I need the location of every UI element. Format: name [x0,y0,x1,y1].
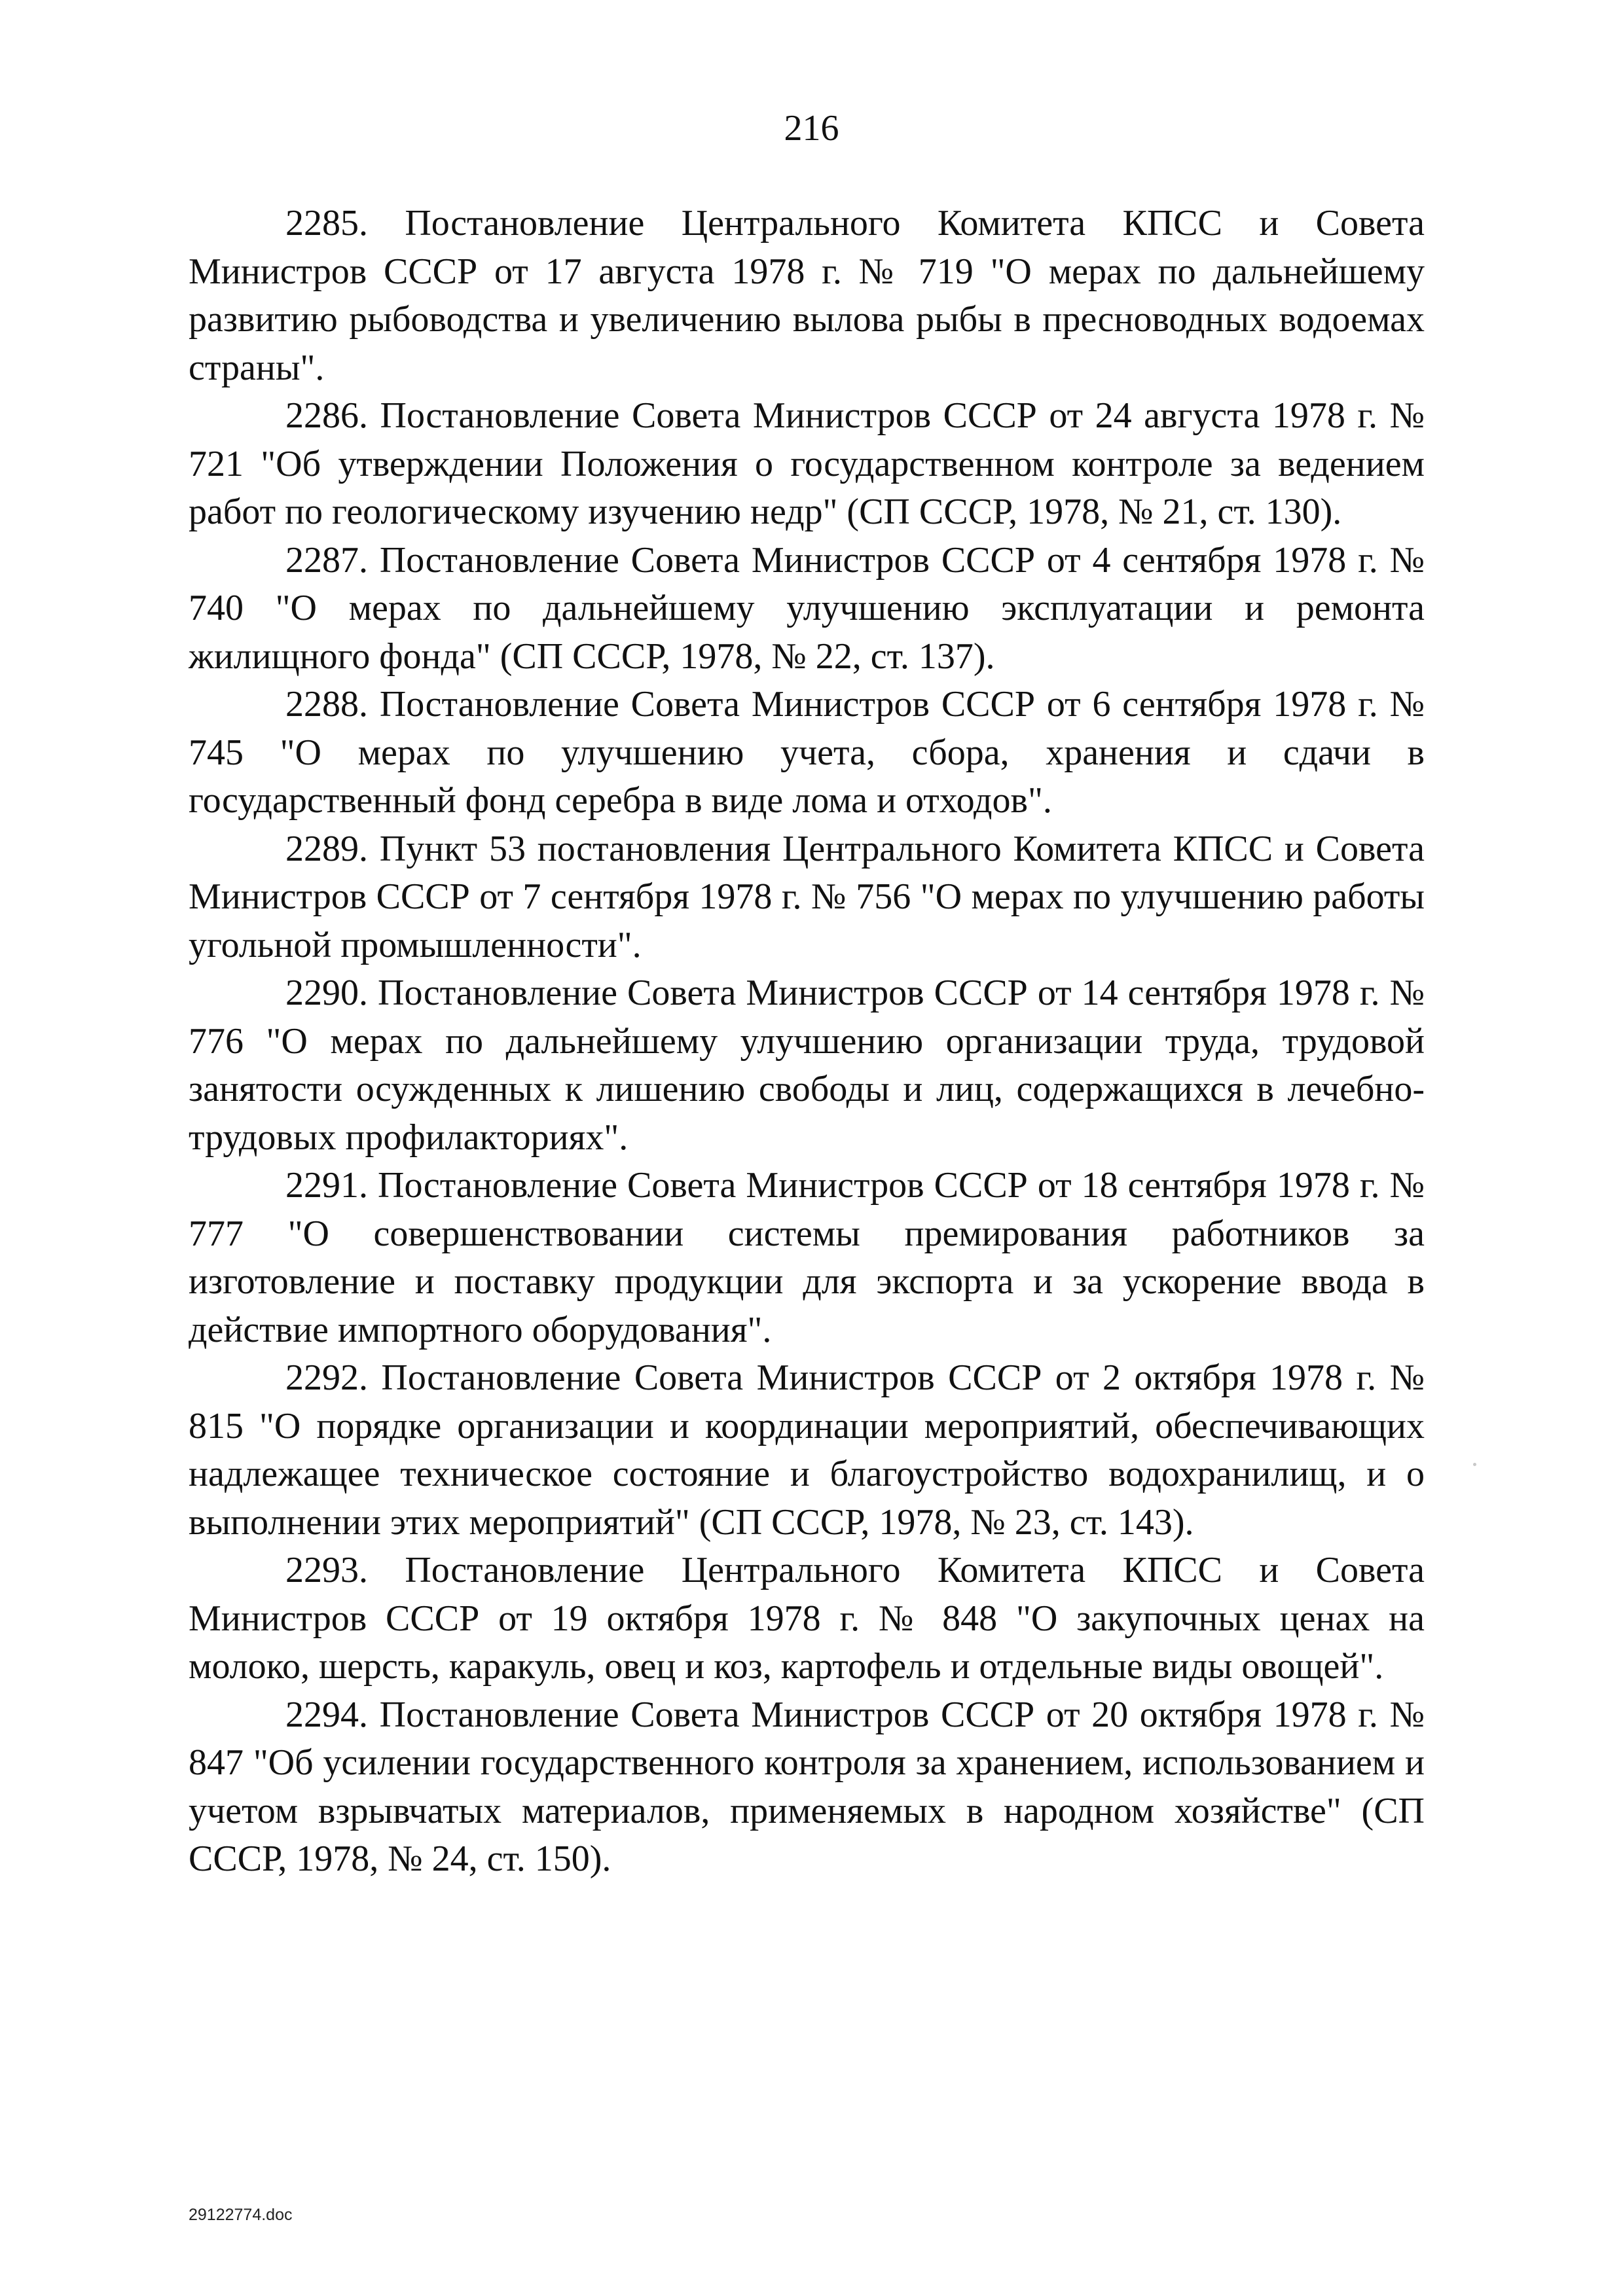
entry-2292: 2292. Постановление Совета Министров СССР от 2 октября 1978 г. № 815 "О порядке организации и координации мероприятий, обеспечивающих надлежащее техническое состояние и благоустройство водохранилищ, и о выполнении этих мероприятий" (СП СССР, 1978, № 23, ст. 143). [189,1357,1425,1543]
entry-2290: 2290. Постановление Совета Министров СССР от 14 сентября 1978 г. № 776 "О мерах по дальнейшему улучшению организации труда, трудовой занятости осужденных к лишению свободы и лиц, содержащихся в лечебно-трудовых профилакториях". [189,973,1425,1158]
entry-2289: 2289. Пункт 53 постановления Центрального Комитета КПСС и Совета Министров СССР от 7 сентября 1978 г. № 756 "О мерах по улучшению работы угольной промышленности". [189,828,1425,965]
entry-2294: 2294. Постановление Совета Министров СССР от 20 октября 1978 г. № 847 "Об усилении государственного контроля за хранением, использованием и учетом взрывчатых материалов, применяемых в народном хозяйстве" (СП СССР, 1978, № 24, ст. 150). [189,1694,1425,1879]
document-body [189,200,1425,1884]
page-number: 216 [784,108,839,149]
footer-document-code: 29122774.doc [189,2206,293,2224]
entry-2293: 2293. Постановление Центрального Комитета КПСС и Совета Министров СССР от 19 октября 1978 г. № 848 "О закупочных ценах на молоко, шерсть, каракуль, овец и коз, картофель и отдельные виды овощей". [189,1550,1425,1687]
entry-2291: 2291. Постановление Совета Министров СССР от 18 сентября 1978 г. № 777 "О совершенствовании системы премирования работников за изготовление и поставку продукции для экспорта и за ускорение ввода в действие импортного оборудования". [189,1165,1425,1350]
entry-2285: 2285. Постановление Центрального Комитета КПСС и Совета Министров СССР от 17 августа 1978 г. № 719 "О мерах по дальнейшему развитию рыбоводства и увеличению вылова рыбы в пресноводных водоемах страны". [189,203,1425,388]
entry-2287: 2287. Постановление Совета Министров СССР от 4 сентября 1978 г. № 740 "О мерах по дальнейшему улучшению эксплуатации и ремонта жилищного фонда" (СП СССР, 1978, № 22, ст. 137). [189,539,1425,677]
entry-2288: 2288. Постановление Совета Министров СССР от 6 сентября 1978 г. № 745 "О мерах по улучшению учета, сбора, хранения и сдачи в государственный фонд серебра в виде лома и отходов". [189,684,1425,821]
entry-2286: 2286. Постановление Совета Министров СССР от 24 августа 1978 г. № 721 "Об утверждении Положения о государственном контроле за ведением работ по геологическому изучению недр" (СП СССР, 1978, № 21, ст. 130). [189,395,1425,532]
scan-dust-mark [1473,1463,1476,1466]
